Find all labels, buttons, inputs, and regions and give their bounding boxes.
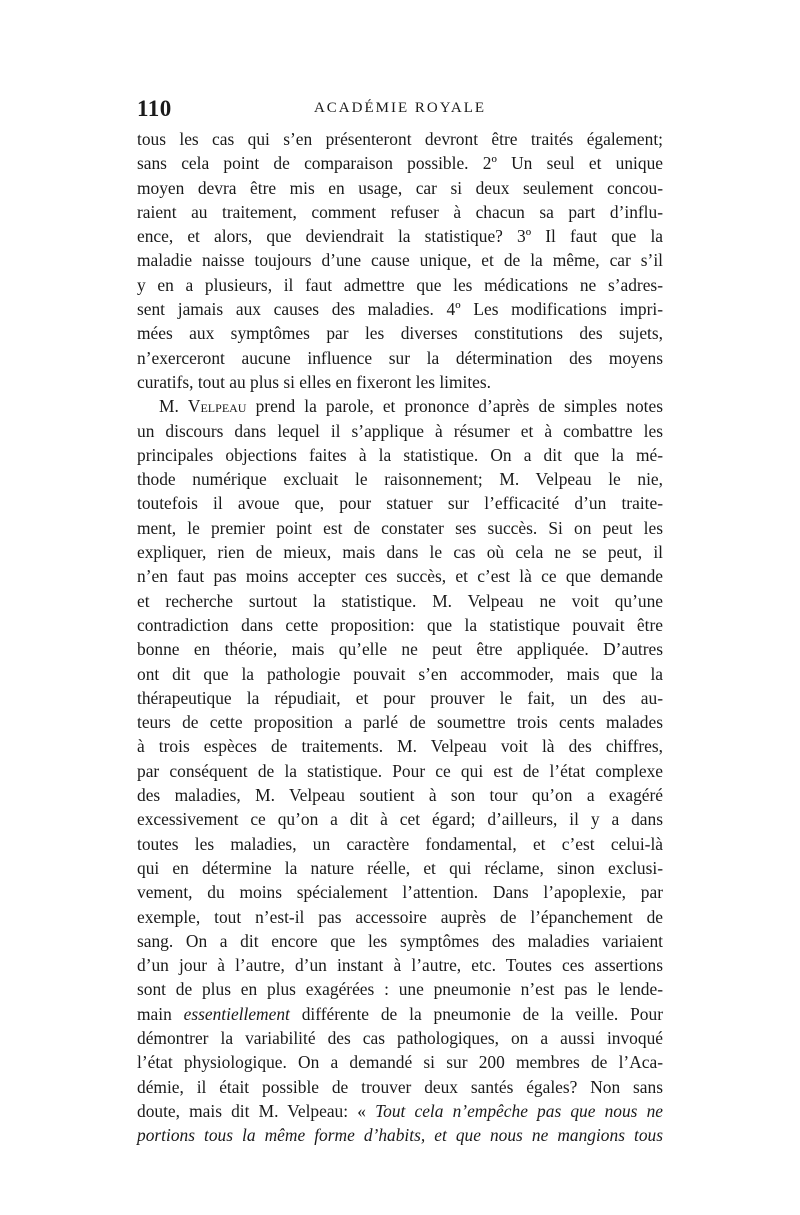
- text-line: principales objections faites à la statistique. On a dit que la mé-: [137, 444, 663, 465]
- text-line: sent jamais aux causes des maladies. 4º Les modifications impri-: [137, 299, 663, 320]
- italic-text: essentiellement: [183, 1003, 290, 1024]
- text-line: bonne en théorie, mais qu’elle ne peut être appliquée. D’autres: [137, 639, 663, 660]
- text-line: d’un jour à l’autre, d’un instant à l’autre, etc. Toutes ces assertions: [137, 955, 663, 976]
- speaker-title: M.: [159, 396, 188, 417]
- text-line: par conséquent de la statistique. Pour ce qui est de l’état complexe: [137, 760, 663, 781]
- running-title: ACADÉMIE ROYALE: [313, 100, 487, 116]
- text-line: qui en détermine la nature réelle, et qui réclame, sinon exclusi-: [137, 857, 663, 878]
- text-line: démie, il était possible de trouver deux santés égales? Non sans: [137, 1076, 663, 1097]
- text-line: raient au traitement, comment refuser à chacun sa part d’influ-: [137, 201, 663, 222]
- text-line: à trois espèces de traitements. M. Velpeau voit là des chiffres,: [137, 736, 663, 757]
- text-line: et recherche surtout la statistique. M. Velpeau ne voit qu’une: [137, 590, 663, 611]
- text-line: vement, du moins spécialement l’attention. Dans l’apoplexie, par: [137, 882, 663, 903]
- text-line: toutefois il avoue que, pour statuer sur l’efficacité d’un traite-: [137, 493, 663, 514]
- italic-text: Tout cela n’empêche pas que nous ne: [375, 1100, 663, 1121]
- text-lines: [137, 419, 663, 1002]
- text-line: mées aux symptômes par les diverses constitutions des sujets,: [137, 323, 663, 344]
- paragraph-velpeau-speech: [137, 394, 663, 1147]
- text-line: contradiction dans cette proposition: que la statistique pouvait être: [137, 614, 663, 635]
- text-line: ence, et alors, que deviendrait la statistique? 3º Il faut que la: [137, 226, 663, 247]
- text-line: l’état physiologique. On a demandé si sur 200 membres de l’Aca-: [137, 1052, 663, 1073]
- text-line: exemple, tout n’est-il pas accessoire auprès de l’épanchement de: [137, 906, 663, 927]
- text-span: doute, mais dit M. Velpeau: «: [137, 1100, 376, 1121]
- text-line: ont dit que la pathologie pouvait s’en accommoder, mais que la: [137, 663, 663, 684]
- paragraph-statistics-conditions: [137, 127, 663, 394]
- text-line: curatifs, tout au plus si elles en fixeront les limites.: [137, 371, 492, 392]
- text-line: sans cela point de comparaison possible. 2º Un seul et unique: [137, 153, 663, 174]
- text-line: [137, 1123, 663, 1147]
- text-lines: [137, 1026, 663, 1099]
- text-line: thode numérique excluait le raisonnement; M. Velpeau le nie,: [137, 469, 663, 490]
- text-line: [137, 394, 663, 418]
- text-span: main: [137, 1003, 184, 1024]
- text-line: [137, 1002, 663, 1026]
- text-line: sont de plus en plus exagérées : une pneumonie n’est pas le lende-: [137, 979, 663, 1000]
- text-line: démontrer la variabilité des cas pathologiques, on a aussi invoqué: [137, 1027, 663, 1048]
- text-line: sang. On a dit encore que les symptômes des maladies variaient: [137, 930, 663, 951]
- speaker-name: Velpeau: [187, 396, 247, 417]
- text-line: toutes les maladies, un caractère fondamental, et c’est celui-là: [137, 833, 663, 854]
- text-line: n’exerceront aucune influence sur la détermination des moyens: [137, 347, 663, 368]
- text-line: excessivement ce qu’on a dit à cet égard; d’ailleurs, il y a dans: [137, 809, 663, 830]
- text-line: n’en faut pas moins accepter ces succès, et c’est là ce que demande: [137, 566, 663, 587]
- text-line: thérapeutique la répudiait, et pour prouver le fait, un des au-: [137, 687, 663, 708]
- text-span: prend la parole, et prononce d’après de simples notes: [246, 396, 663, 417]
- text-line: moyen devra être mis en usage, car si deux seulement concou-: [137, 177, 663, 198]
- text-line: expliquer, rien de mieux, mais dans le cas où cela ne se peut, il: [137, 542, 663, 563]
- text-line: un discours dans lequel il s’applique à résumer et à combattre les: [137, 420, 663, 441]
- italic-text: portions tous la même forme d’habits, et que nous ne mangions tous: [137, 1125, 663, 1146]
- page-body: [137, 127, 663, 1147]
- page-number: 110: [137, 96, 172, 121]
- text-line: y en a plusieurs, il faut admettre que les médications ne s’adres-: [137, 274, 663, 295]
- text-line: teurs de cette proposition a parlé de soumettre trois cents malades: [137, 712, 663, 733]
- text-span: différente de la pneumonie de la veille. Pour: [289, 1003, 663, 1024]
- text-line: ment, le premier point est de constater ses succès. Si on peut les: [137, 517, 663, 538]
- text-line: maladie naisse toujours d’une cause unique, et de la même, car s’il: [137, 250, 663, 271]
- text-line: des maladies, M. Velpeau soutient à son tour qu’on a exagéré: [137, 785, 663, 806]
- text-line: tous les cas qui s’en présenteront devront être traités également;: [137, 129, 663, 149]
- text-line: [137, 1099, 663, 1123]
